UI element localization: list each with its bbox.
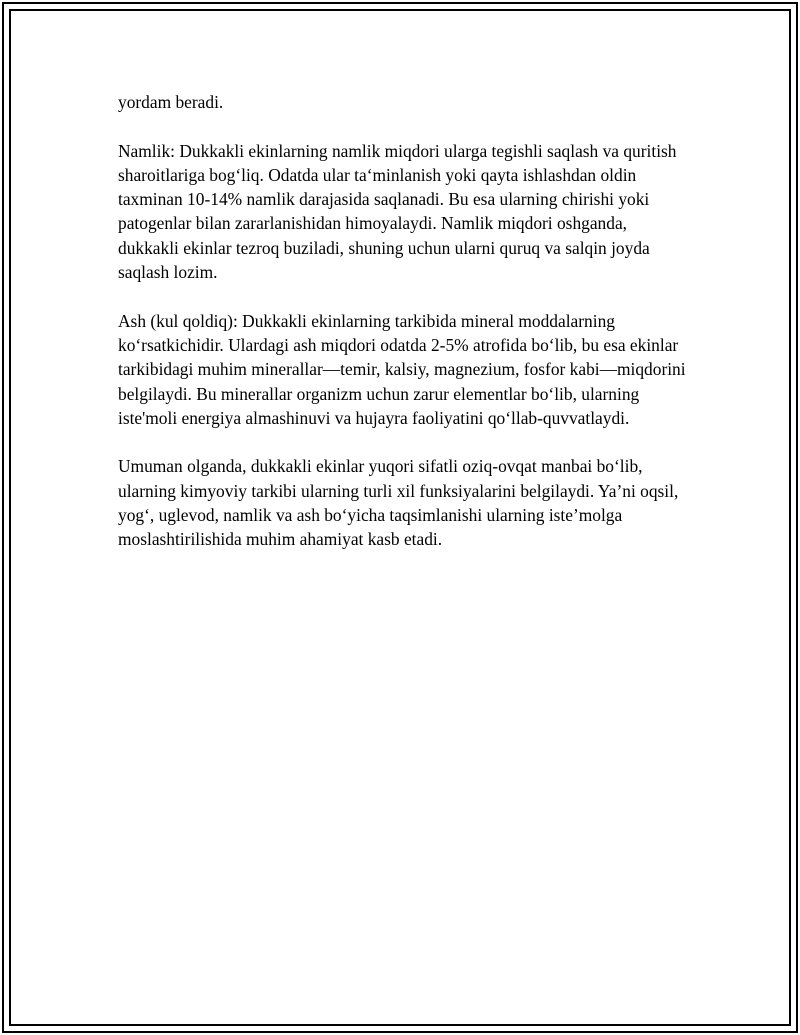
paragraph-ash: Ash (kul qoldiq): Dukkakli ekinlarning tarkibida mineral moddalarning ko‘rsatkichidir. Ulardagi ash miqdori odatda 2-5% atrofida bo‘lib, bu esa ekinlar tarkibidagi muhim minerallar—temir, kalsiy, magnezium, fosfor kabi—miqdorini belgilaydi. Bu minerallar organizm uchun zarur elementlar bo‘lib, ularning iste'moli energiya almashinuvi va hujayra faoliyatini qo‘llab-quvvatlaydi. [118,310,686,428]
paragraph-conclusion: Umuman olganda, dukkakli ekinlar yuqori sifatli oziq-ovqat manbai bo‘lib, ularning kimyoviy tarkibi ularning turli xil funksiyalarini belgilaydi. Ya’ni oqsil, yog‘, uglevod, namlik va ash bo‘yicha taqsimlanishi ularning iste’molga moslashtirilishida muhim ahamiyat kasb etadi. [118,456,679,550]
paragraph-continuation: yordam beradi. [118,92,224,112]
document-body [118,90,690,576]
paragraph-namlik: Namlik: Dukkakli ekinlarning namlik miqdori ularga tegishli saqlash va quritish sharoitlariga bog‘liq. Odatda ular ta‘minlanish yoki qayta ishlashdan oldin taxminan 10-14% namlik darajasida saqlanadi. Bu esa ularning chirishi yoki patogenlar bilan zararlanishidan himoyalaydi. Namlik miqdori oshganda, dukkakli ekinlar tezroq buziladi, shuning uchun ularni quruq va salqin joyda saqlash lozim. [118,140,677,283]
